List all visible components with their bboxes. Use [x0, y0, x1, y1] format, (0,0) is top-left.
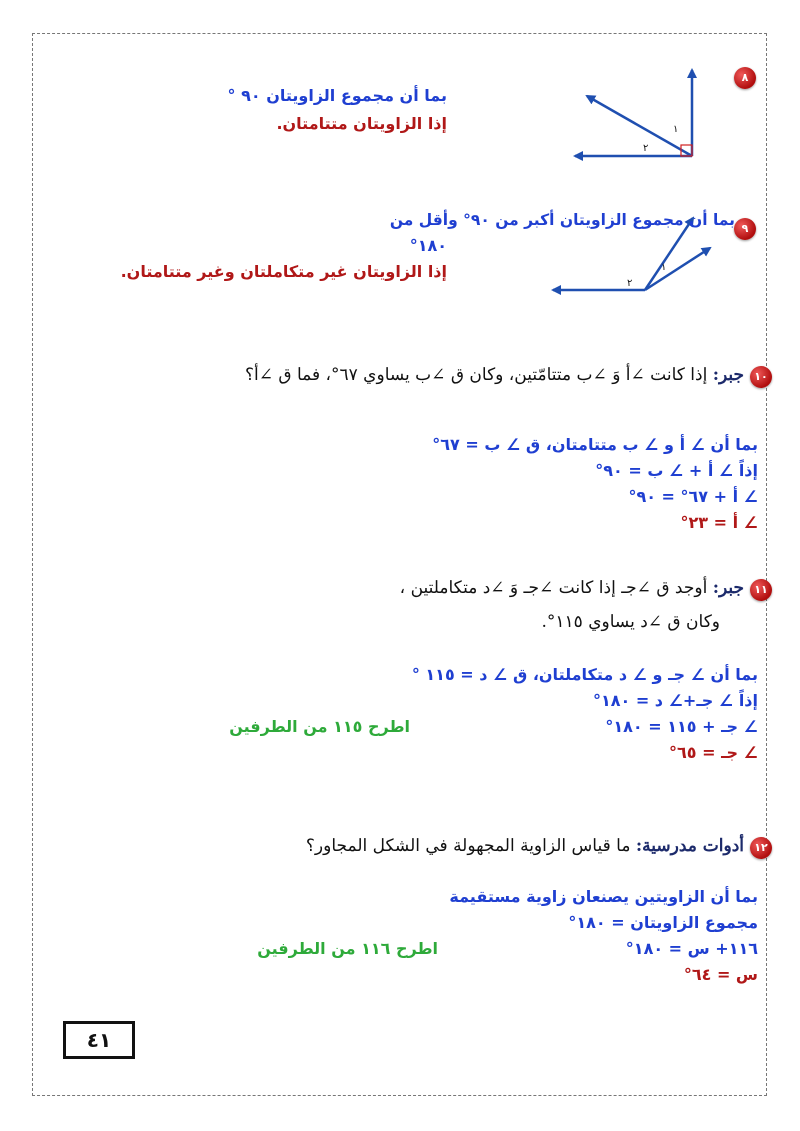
problem-12-head: أدوات مدرسية:: [635, 836, 744, 856]
fig8-label-2: ٢: [643, 143, 649, 154]
problem-10-number: ١٠: [754, 370, 768, 383]
problem-10-question: [245, 365, 744, 385]
problem-12-question-text: ما قياس الزاوية المجهولة في الشكل المجاور؟: [305, 836, 631, 856]
problem-9-badge: [734, 218, 756, 240]
problem-9-line1: بما أن مجموع الزاويتان أكبر من ٩٠° وأقل من: [389, 211, 735, 229]
problem-8-number: ٨: [741, 71, 749, 84]
fig8-label-1: ١: [673, 124, 679, 135]
problem-12-number: ١٢: [754, 841, 768, 854]
problem-12-badge: [750, 837, 772, 859]
problem-8-figure: [565, 60, 715, 170]
problem-11-head: جبر:: [712, 578, 744, 598]
problem-8-conclusion: إذا الزاويتان متتامتان.: [276, 114, 447, 133]
page-number-box: [63, 1021, 135, 1059]
problem-12-step1: بما أن الزاويتين يصنعان زاوية مستقيمة: [449, 887, 758, 906]
problem-9-line1b: °١٨٠: [409, 236, 447, 255]
problem-12-step4: س = ٦٤°: [683, 965, 758, 984]
problem-12-question: [306, 836, 744, 856]
problem-11-number: ١١: [754, 583, 768, 596]
problem-10-head: جبر:: [712, 365, 744, 385]
fig9-label-1: ١: [661, 262, 667, 273]
problem-8-badge: [734, 67, 756, 89]
problem-11-note: اطرح ١١٥ من الطرفين: [229, 717, 410, 736]
problem-11-step3: ∠ جـ + ١١٥ = ١٨٠°: [605, 717, 758, 736]
problem-9-conclusion: إذا الزاويتان غير متكاملتان وغير متتامتان.: [120, 262, 447, 281]
problem-8-line1: بما أن مجموع الزاويتان ٩٠ °: [227, 86, 447, 105]
problem-12-step2: مجموع الزاويتان = ١٨٠°: [568, 913, 758, 932]
problem-11-step4: ∠ جـ = ٦٥°: [669, 743, 758, 762]
problem-10-question-text: إذا كانت ∠أ وَ ∠ب متتامّتين، وكان ق ∠ب يساوي ٦٧°، فما ق ∠أ؟: [245, 365, 708, 385]
problem-10-badge: [750, 366, 772, 388]
problem-11-badge: [750, 579, 772, 601]
problem-11-question: [400, 578, 744, 598]
problem-10-step1: بما أن ∠ أ و ∠ ب متتامتان، ق ∠ ب = ٦٧°: [432, 435, 758, 454]
problem-10-step4: ∠ أ = ٢٣°: [680, 513, 758, 532]
problem-12-step3: ١١٦+ س = ١٨٠°: [625, 939, 758, 958]
fig9-ray-shallow: [645, 248, 710, 290]
fig9-label-2: ٢: [627, 278, 633, 289]
problem-11-question-line2: وكان ق ∠د يساوي ١١٥°.: [541, 612, 720, 632]
problem-11-step1: بما أن ∠ جـ و ∠ د متكاملتان، ق ∠ د = ١١٥ °: [411, 665, 758, 684]
problem-10-step2: إذاً ∠ أ + ∠ ب = ٩٠°: [595, 461, 758, 480]
problem-11-question-line1: أوجد ق ∠جـ إذا كانت ∠جـ وَ ∠د متكاملتين ،: [399, 578, 708, 598]
problem-11-step2: إذاً ∠ جـ+∠ د = ١٨٠°: [592, 691, 758, 710]
problem-9-number: ٩: [741, 222, 749, 235]
page-number: ٤١: [86, 1028, 112, 1052]
problem-10-step3: ∠ أ + ٦٧° = ٩٠°: [628, 487, 758, 506]
problem-12-note: اطرح ١١٦ من الطرفين: [257, 939, 438, 958]
